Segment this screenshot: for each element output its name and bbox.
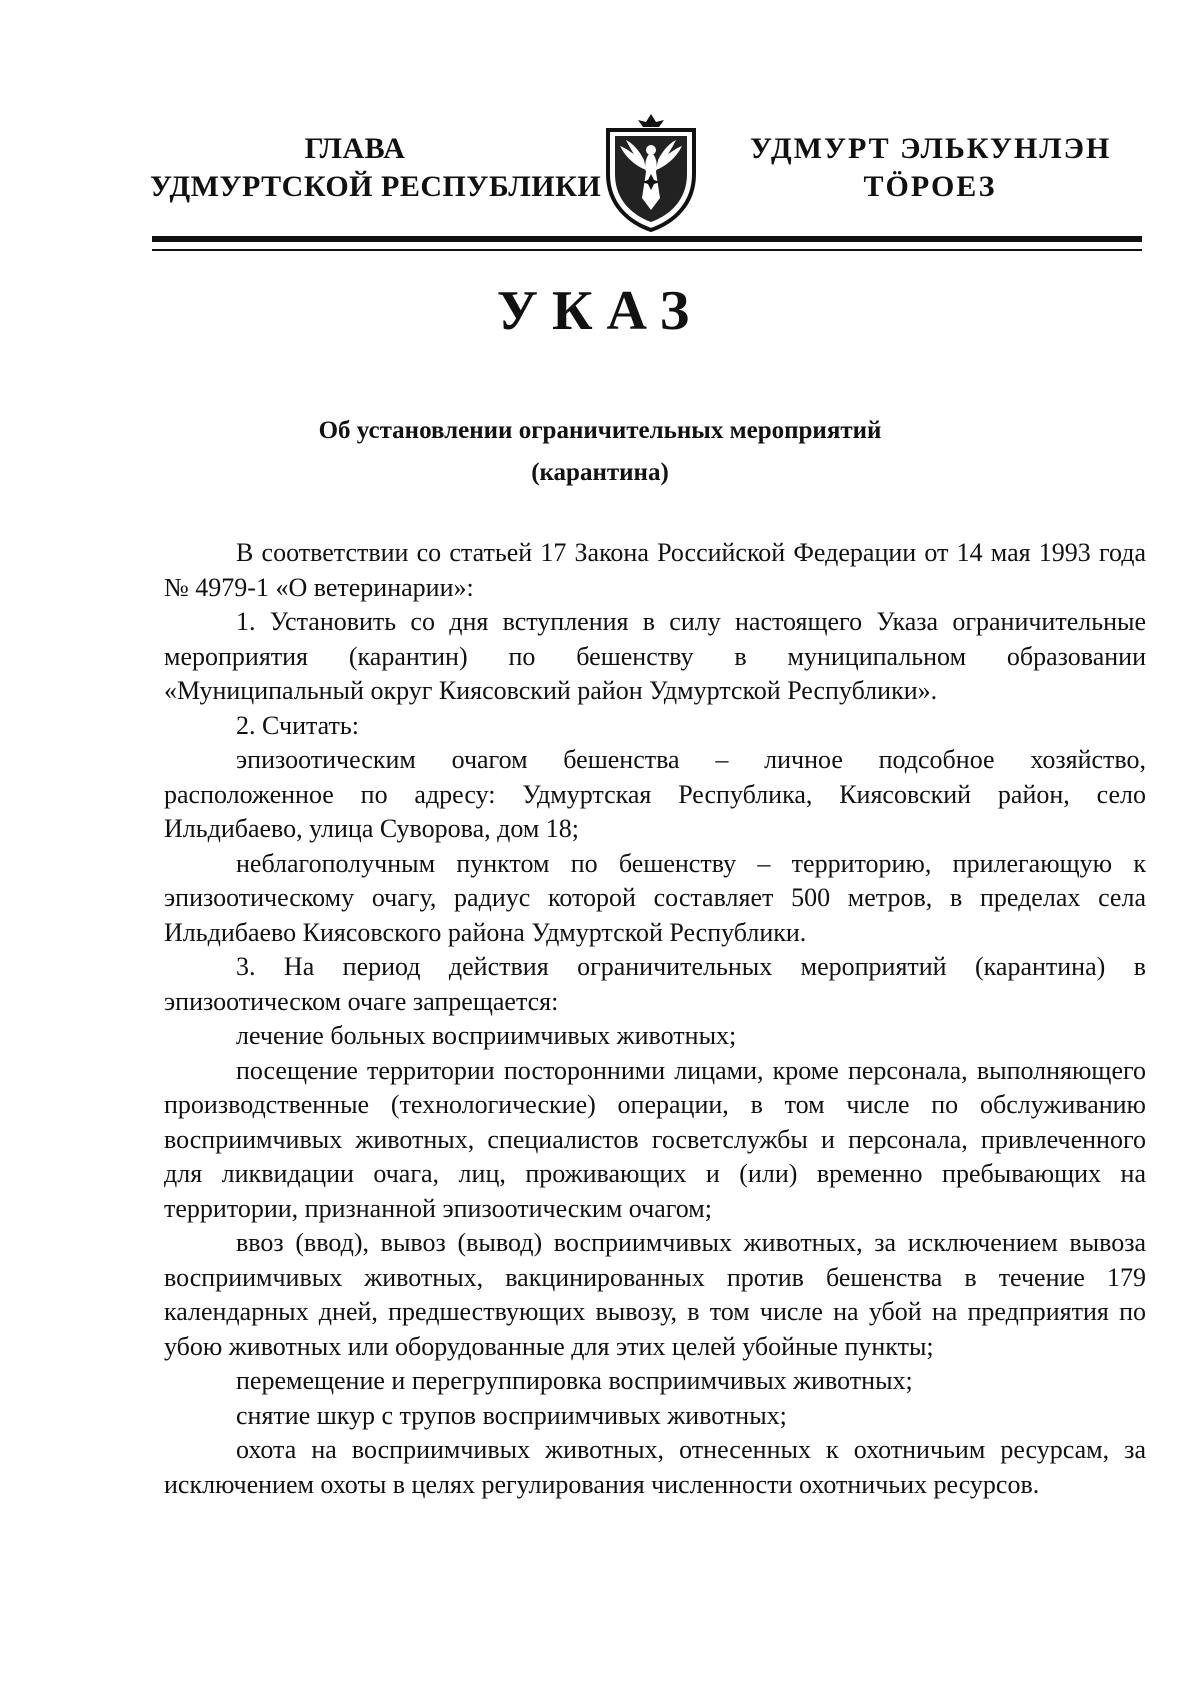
header-divider-thin xyxy=(152,249,1142,251)
header-divider-thick xyxy=(152,236,1142,242)
paragraph-item-3: 3. На период действия ограничительных мероприятий (карантина) в эпизоотическом очаге запрещается: xyxy=(164,952,1146,1016)
document-body xyxy=(164,536,1146,1502)
paragraph-focus-definition: эпизоотическим очагом бешенства – личное подсобное хозяйство, расположенное по адресу: Удмуртская Республика, Киясовский район, село Ильдибаево, улица Суворова, дом 18; xyxy=(164,745,1146,843)
subject-line-2: (карантина) xyxy=(531,459,669,486)
paragraph-item-1: 1. Установить со дня вступления в силу настоящего Указа ограничительные мероприятия (карантин) по бешенству в муниципальном образовании «Муниципальный округ Киясовский район Удмуртской Республики». xyxy=(164,607,1146,705)
paragraph-ban-visits: посещение территории посторонними лицами, кроме персонала, выполняющего производственные (технологические) операции, в том числе по обслуживанию восприимчивых животных, специалистов госветслужбы и персонала, привлеченного для ликвидации очага, лиц, проживающих и (или) временно пребывающих на территории, признанной эпизоотическим очагом; xyxy=(164,1055,1146,1223)
paragraph-item-2: 2. Считать: xyxy=(236,710,359,740)
paragraph-ban-hunting: охота на восприимчивых животных, отнесенных к охотничьим ресурсам, за исключением охоты в целях регулирования численности охотничьих ресурсов. xyxy=(164,1435,1146,1499)
paragraph-ban-skinning: снятие шкур с трупов восприимчивых животных; xyxy=(236,1400,787,1430)
issuer-udmurt-line-1: УДМУРТ ЭЛЬКУНЛЭН xyxy=(750,132,1112,165)
issuer-title-russian xyxy=(150,130,602,206)
paragraph-preamble: В соответствии со статьей 17 Закона Российской Федерации от 14 мая 1993 года № 4979-1 «О ветеринарии»: xyxy=(164,538,1146,602)
paragraph-ban-regrouping: перемещение и перегруппировка восприимчивых животных; xyxy=(236,1366,913,1395)
issuer-title-udmurt xyxy=(750,130,1110,206)
issuer-line-2: УДМУРТСКОЙ РЕСПУБЛИКИ xyxy=(150,170,602,203)
issuer-line-1: ГЛАВА xyxy=(304,132,406,165)
udmurt-coat-of-arms-icon xyxy=(596,112,706,234)
paragraph-ban-treatment: лечение больных восприимчивых животных; xyxy=(236,1021,737,1050)
issuer-udmurt-line-2: ТӦРОЕЗ xyxy=(863,170,997,203)
subject-line-1: Об установлении ограничительных мероприятий xyxy=(318,417,882,444)
document-type-title: УКАЗ xyxy=(496,280,704,342)
paragraph-point-definition: неблагополучным пунктом по бешенству – территорию, прилегающую к эпизоотическому очагу, радиус которой составляет 500 метров, в пределах села Ильдибаево Киясовского района Удмуртской Республики. xyxy=(164,848,1146,947)
document-subject xyxy=(150,410,1050,494)
paragraph-ban-import-export: ввоз (ввод), вывоз (вывод) восприимчивых животных, за исключением вывоза восприимчивых животных, вакцинированных против бешенства в течение 179 календарных дней, предшествующих вывозу, в том числе на убой на предприятия по убою животных или оборудованные для этих целей убойные пункты; xyxy=(164,1228,1146,1361)
